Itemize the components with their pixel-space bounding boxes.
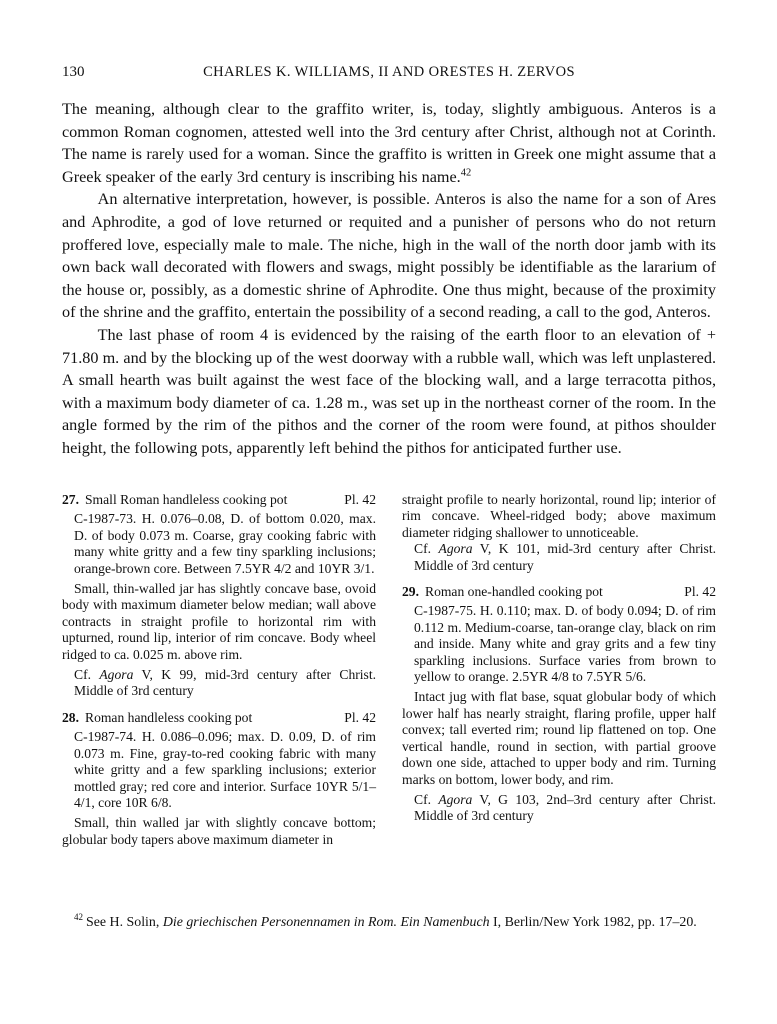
paragraph xyxy=(62,98,716,188)
catalogue-entry xyxy=(62,492,376,700)
catalogue-column-left xyxy=(62,492,376,852)
paragraph: An alternative interpretation, however, is possible. Anteros is also the name for a son of Ares and Aphrodite, a god of love returned or requited and a punisher of persons who do not return proffered love, especially male to male. The niche, high in the wall of the north door jamb with its own back wall decorated with flowers and swags, might possibly be identifiable as the lararium of the house or, possibly, as a domestic shrine of Aphrodite. One thus might, because of the proximity of the shrine and the graffito, entertain the possibility of a second reading, a call to the god, Anteros. xyxy=(62,190,716,322)
main-text xyxy=(62,98,716,460)
cf-reference: Agora xyxy=(438,791,473,807)
entry-description: C-1987-75. H. 0.110; max. D. of body 0.094; D. of rim 0.112 m. Medium-coarse, tan-orange clay, black on rim and inside. Many white and gray grits and a few tiny sparkling inclusions. Surface varies from brown to yellow to orange. 2.5YR 4/8 to 7.5YR 5/6. xyxy=(414,603,716,685)
entry-number: 28. xyxy=(62,709,79,725)
plate-reference: Pl. 42 xyxy=(684,584,716,600)
entry-comparanda xyxy=(62,667,376,700)
running-head: CHARLES K. WILLIAMS, II AND ORESTES H. ZERVOS xyxy=(203,64,575,80)
cf-text: V, K 99, mid-3rd century after Christ. Middle of 3rd century xyxy=(74,667,377,699)
cf-prefix: Cf. xyxy=(414,791,431,807)
footnote-suffix: I, Berlin/New York 1982, pp. 17–20. xyxy=(493,915,697,930)
entry-heading xyxy=(402,584,716,600)
cf-text: V, K 101, mid-3rd century after Christ. Middle of 3rd century xyxy=(414,541,717,573)
entry-title: Small Roman handleless cooking pot xyxy=(85,492,288,507)
entry-number: 27. xyxy=(62,492,79,507)
entry-comparanda xyxy=(402,792,716,825)
cf-prefix: Cf. xyxy=(414,541,431,557)
plate-reference: Pl. 42 xyxy=(344,709,376,725)
page-header xyxy=(62,64,716,86)
footnote-title: Die griechischen Personennamen in Rom. Ein Namenbuch xyxy=(162,915,490,930)
footnote-number: 42 xyxy=(74,912,84,923)
entry-heading xyxy=(62,710,376,726)
page-number: 130 xyxy=(62,64,85,80)
entry-body: Small, thin-walled jar has slightly concave base, ovoid body with maximum diameter below median; wall above contracts in straight profile to horizontal rim with upturned, round lip, interior of rim concave. Body wheel ridged to ca. 0.025 m. above rim. xyxy=(62,581,376,662)
entry-body: Intact jug with flat base, squat globular body of which lower half has nearly straight, flaring profile, upper half convex; tall everted rim; round lip flattened on top. One vertical handle, round in section, with partial groove down one side, attached to upper body and rim. Turning marks on bottom, lower body, and rim. xyxy=(402,689,716,787)
entry-title: Roman one-handled cooking pot xyxy=(425,584,603,600)
footnote xyxy=(62,914,716,932)
cf-prefix: Cf. xyxy=(74,667,91,683)
catalogue-column-right xyxy=(402,492,716,825)
catalogue-entry xyxy=(62,710,376,848)
entry-heading xyxy=(62,492,376,508)
entry-description: C-1987-74. H. 0.086–0.096; max. D. 0.09, D. of rim 0.073 m. Fine, gray-to-red cooking fabric with many white gritty and a few sparkling inclusions; exterior mottled gray; red core and interior. Surface 10YR 5/1–4/1, core 10R 6/8. xyxy=(74,729,376,810)
cf-text: V, G 103, 2nd–3rd century after Christ. Middle of 3rd century xyxy=(414,791,716,824)
cf-reference: Agora xyxy=(99,667,134,683)
footnote-ref: 42 xyxy=(460,167,472,179)
paragraph: The last phase of room 4 is evidenced by the raising of the earth floor to an elevation of + 71.80 m. and by the blocking up of the west doorway with a rubble wall, which was left unplastered. A small hearth was built against the west face of the blocking wall, and a large terracotta pithos, with a maximum body diameter of ca. 1.28 m., was set up in the northeast corner of the room. In the angle formed by the rim of the pithos and the corner of the room were found, at pithos shoulder height, the following pots, apparently left behind the pithos for anticipated further use. xyxy=(62,325,716,457)
entry-number: 29. xyxy=(402,584,419,600)
entry-body-continued: straight profile to nearly horizontal, round lip; interior of rim concave. Wheel-ridged body; above maximum diameter ridging shallower to unnoticeable. xyxy=(402,492,716,540)
entry-comparanda xyxy=(402,541,716,574)
catalogue-entry xyxy=(402,584,716,825)
paragraph-text: The meaning, although clear to the graffito writer, is, today, slightly ambiguous. Anteros is a common Roman cognomen, attested well into the 3rd century after Christ, although not at Corinth. The name is rarely used for a woman. Since the graffito is written in Greek one might assume that a Greek speaker of the early 3rd century is inscribing his name. xyxy=(62,100,716,186)
plate-reference: Pl. 42 xyxy=(344,492,376,507)
entry-description: C-1987-73. H. 0.076–0.08, D. of bottom 0.020, max. D. of body 0.073 m. Coarse, gray cooking fabric with many white gritty and a few tiny sparkling inclusions; orange-brown core. Between 7.5YR 4/2 and 10YR 3/1. xyxy=(74,511,376,576)
entry-body: Small, thin walled jar with slightly concave bottom; globular body tapers above maximum diameter in xyxy=(62,815,376,847)
entry-title: Roman handleless cooking pot xyxy=(85,709,253,725)
footnote-prefix: See H. Solin, xyxy=(86,915,160,930)
cf-reference: Agora xyxy=(438,541,473,557)
